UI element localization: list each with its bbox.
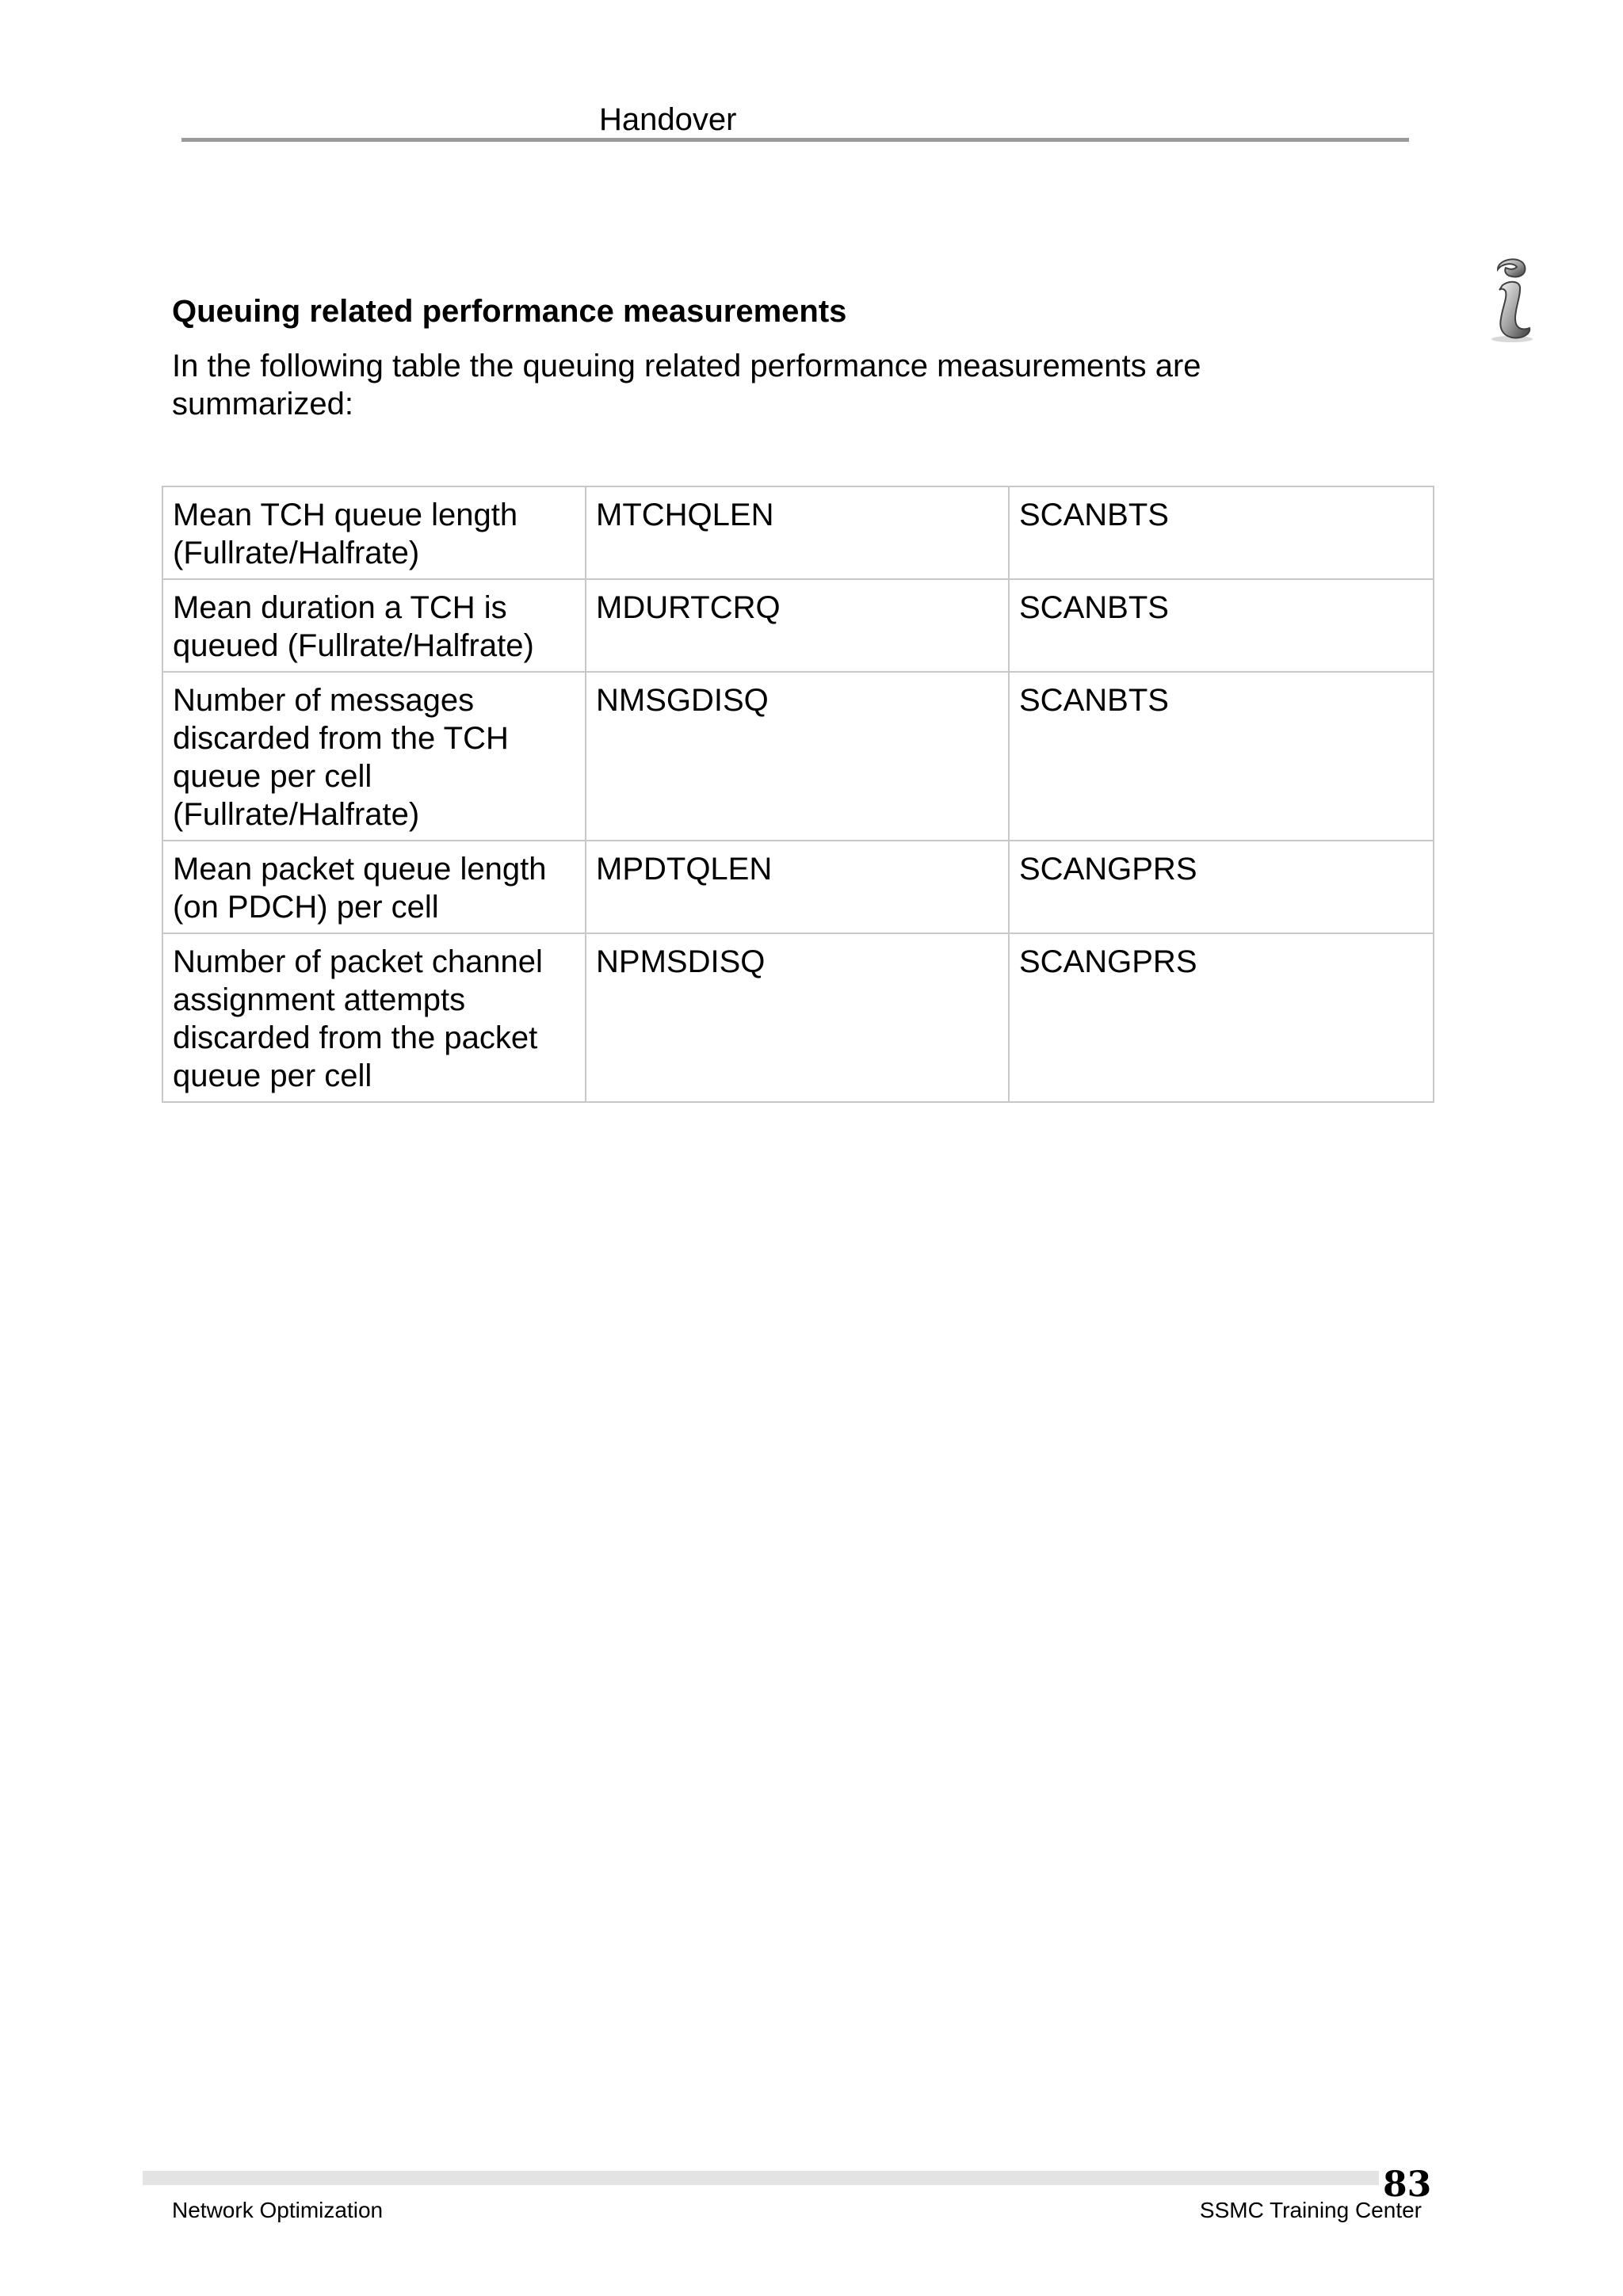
counter-name-cell: NMSGDISQ <box>586 672 1009 841</box>
page-header-title: Handover <box>599 102 737 137</box>
footer-left-text: Network Optimization <box>172 2198 384 2222</box>
footer-bar <box>143 2171 1379 2185</box>
measurement-description-cell: Mean duration a TCH is queued (Fullrate/Halfrate) <box>162 579 586 672</box>
table-row <box>162 579 1434 672</box>
info-icon <box>1482 255 1539 344</box>
page-number: 83 <box>1383 2164 1432 2205</box>
table-row <box>162 933 1434 1102</box>
table-row <box>162 672 1434 841</box>
measurement-description-cell: Mean packet queue length (on PDCH) per cell <box>162 841 586 933</box>
measurement-description-cell: Number of packet channel assignment attempts discarded from the packet queue per cell <box>162 933 586 1102</box>
scanner-job-cell: SCANGPRS <box>1009 841 1434 933</box>
scanner-job-cell: SCANBTS <box>1009 579 1434 672</box>
counter-name-cell: NPMSDISQ <box>586 933 1009 1102</box>
scanner-job-cell: SCANGPRS <box>1009 933 1434 1102</box>
table-row <box>162 486 1434 579</box>
header-divider <box>181 138 1409 142</box>
intro-paragraph: In the following table the queuing related performance measurements are summarized: <box>172 349 1201 421</box>
measurement-description-cell: Mean TCH queue length (Fullrate/Halfrate) <box>162 486 586 579</box>
counter-name-cell: MTCHQLEN <box>586 486 1009 579</box>
scanner-job-cell: SCANBTS <box>1009 672 1434 841</box>
footer-right-text: SSMC Training Center <box>1199 2198 1422 2222</box>
counter-name-cell: MDURTCRQ <box>586 579 1009 672</box>
scanner-job-cell: SCANBTS <box>1009 486 1434 579</box>
section-heading: Queuing related performance measurements <box>172 294 847 329</box>
measurement-description-cell: Number of messages discarded from the TCH queue per cell (Fullrate/Halfrate) <box>162 672 586 841</box>
measurements-table <box>162 486 1434 1103</box>
table-row <box>162 841 1434 933</box>
counter-name-cell: MPDTQLEN <box>586 841 1009 933</box>
